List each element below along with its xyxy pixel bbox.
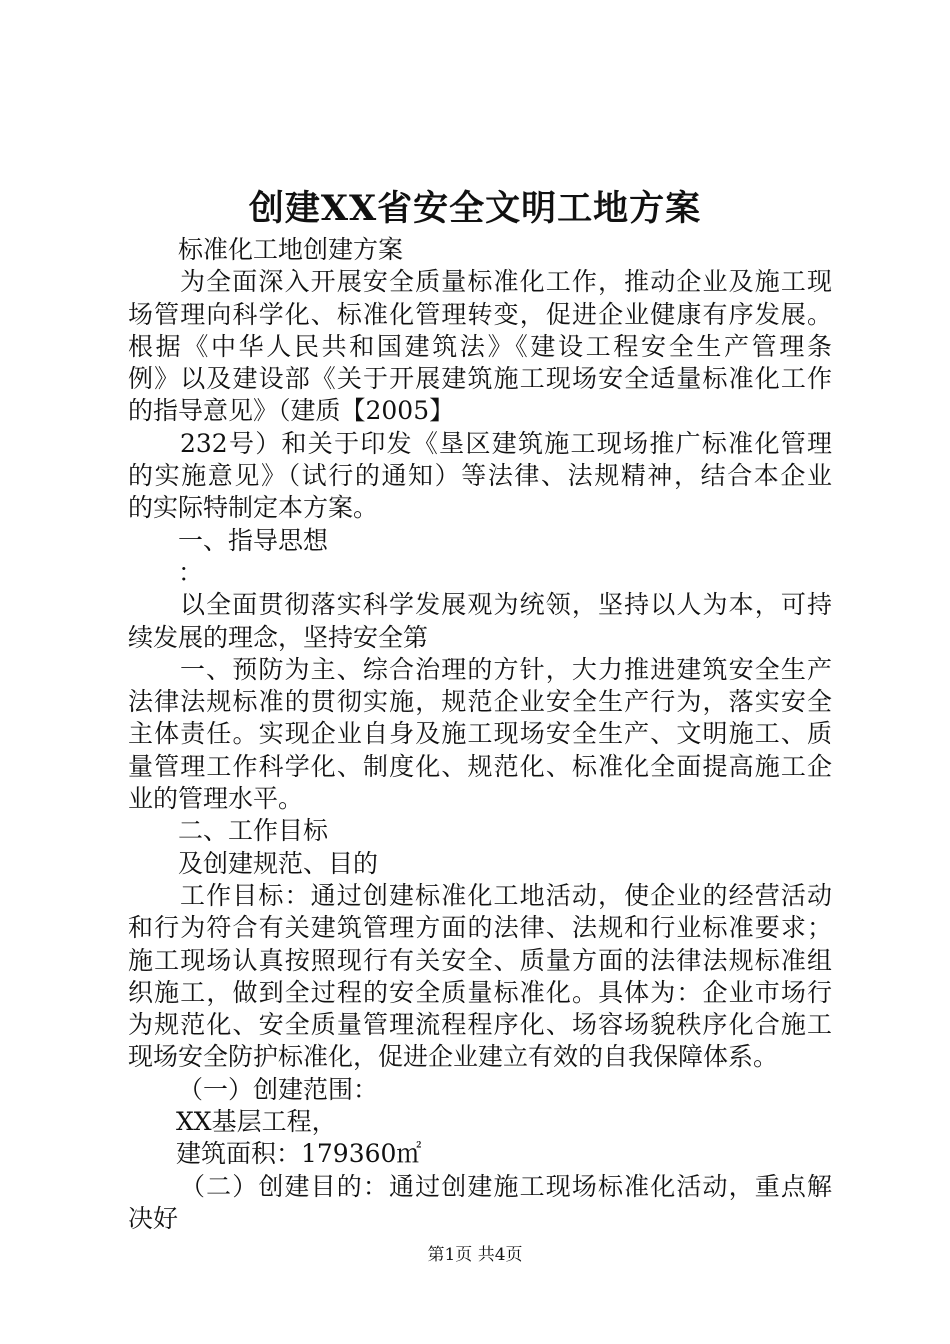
paragraph-line: 法律法规标准的贯彻实施，规范企业安全生产行为，落实安全 [128, 687, 832, 717]
paragraph-line: 现场安全防护标准化，促进企业建立有效的自我保障体系。 [128, 1042, 779, 1072]
paragraph-line: 工作目标：通过创建标准化工地活动，使企业的经营活动 [180, 880, 832, 910]
paragraph-line: 为规范化、安全质量管理流程程序化、场容场貌秩序化合施工 [128, 1010, 832, 1040]
paragraph-line: 建筑面积：179360㎡ [176, 1139, 422, 1169]
paragraph-line: （二）创建目的：通过创建施工现场标准化活动，重点解 [180, 1171, 832, 1201]
page-footer: 第1页 共4页 [427, 1245, 523, 1265]
paragraph-line: 根据《中华人民共和国建筑法》《建设工程安全生产管理条 [128, 331, 832, 361]
paragraph-line: 施工现场认真按照现行有关安全、质量方面的法律法规标准组 [128, 945, 832, 975]
paragraph-line: 一、预防为主、综合治理的方针，大力推进建筑安全生产 [180, 654, 832, 684]
paragraph-line: 业的管理水平。 [128, 784, 304, 814]
paragraph-line: 232号）和关于印发《垦区建筑施工现场推广标准化管理 [180, 428, 832, 458]
paragraph-line: 为全面深入开展安全质量标准化工作，推动企业及施工现 [180, 267, 832, 297]
paragraph-line: 决好 [128, 1203, 179, 1233]
paragraph-line: 的实际特制定本方案。 [128, 493, 379, 523]
document-body [128, 234, 832, 1235]
paragraph-line: 和行为符合有关建筑管理方面的法律、法规和行业标准要求； [128, 913, 832, 943]
paragraph-line: ： [178, 557, 204, 587]
paragraph-line: 主体责任。实现企业自身及施工现场安全生产、文明施工、质 [128, 719, 832, 749]
section-heading: 二、工作目标 [178, 816, 329, 846]
document-title: 创建XX省安全文明工地方案 [248, 188, 702, 229]
paragraph-line: 的实施意见》（试行的通知）等法律、法规精神，结合本企业 [128, 461, 832, 491]
paragraph-line: 的指导意见》（建质【2005】 [128, 396, 455, 426]
section-heading: 一、指导思想 [178, 525, 329, 555]
section-heading: （一）创建范围： [178, 1074, 379, 1104]
paragraph-line: XX基层工程， [176, 1107, 337, 1137]
paragraph-line: 织施工，做到全过程的安全质量标准化。具体为：企业市场行 [128, 977, 832, 1007]
paragraph-line: 场管理向科学化、标准化管理转变，促进企业健康有序发展。 [128, 299, 832, 329]
paragraph-line: 以全面贯彻落实科学发展观为统领，坚持以人为本，可持 [180, 590, 832, 620]
paragraph-line: 量管理工作科学化、制度化、规范化、标准化全面提高施工企 [128, 751, 832, 781]
paragraph-line: 续发展的理念，坚持安全第 [128, 622, 429, 652]
paragraph-line: 及创建规范、目的 [178, 848, 379, 878]
paragraph-line: 例》以及建设部《关于开展建筑施工现场安全适量标准化工作 [128, 364, 832, 394]
paragraph-line: 标准化工地创建方案 [178, 235, 404, 264]
